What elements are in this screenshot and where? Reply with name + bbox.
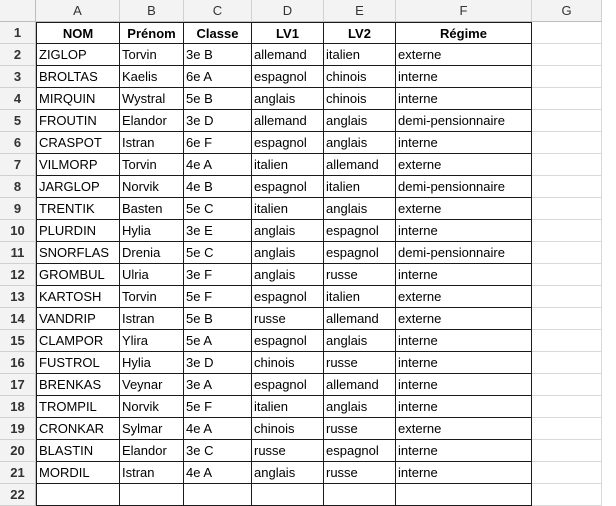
data-cell[interactable]: externe	[396, 418, 532, 440]
data-cell[interactable]: demi-pensionnaire	[396, 110, 532, 132]
column-header-g[interactable]: G	[532, 0, 602, 22]
table-row	[36, 418, 602, 440]
data-cell[interactable]: Basten	[120, 198, 184, 220]
data-cell[interactable]: Istran	[120, 308, 184, 330]
data-cell[interactable]: Wystral	[120, 88, 184, 110]
data-cell[interactable]: CRASPOT	[36, 132, 120, 154]
empty-cell[interactable]	[532, 484, 602, 506]
row-header[interactable]: 13	[0, 286, 36, 308]
row-header[interactable]: 19	[0, 418, 36, 440]
data-cell[interactable]: BLASTIN	[36, 440, 120, 462]
data-cell[interactable]: interne	[396, 220, 532, 242]
empty-cell[interactable]	[532, 374, 602, 396]
table-row	[36, 44, 602, 66]
data-cell[interactable]	[396, 484, 532, 506]
row-header[interactable]: 6	[0, 132, 36, 154]
data-cell[interactable]: allemand	[324, 308, 396, 330]
row-header[interactable]: 18	[0, 396, 36, 418]
data-cell[interactable]: Ulria	[120, 264, 184, 286]
row-header[interactable]: 7	[0, 154, 36, 176]
data-cell[interactable]: espagnol	[324, 242, 396, 264]
data-cell[interactable]: anglais	[324, 330, 396, 352]
data-cell[interactable]: Drenia	[120, 242, 184, 264]
row-header[interactable]: 9	[0, 198, 36, 220]
data-cell[interactable]: espagnol	[252, 330, 324, 352]
data-cell[interactable]: JARGLOP	[36, 176, 120, 198]
header-cell[interactable]: NOM	[36, 22, 120, 44]
data-cell[interactable]: russe	[324, 352, 396, 374]
data-cell[interactable]: Ylira	[120, 330, 184, 352]
header-cell[interactable]: Régime	[396, 22, 532, 44]
data-cell[interactable]: interne	[396, 352, 532, 374]
data-cell[interactable]: Hylia	[120, 352, 184, 374]
data-cell[interactable]: russe	[324, 418, 396, 440]
data-cell[interactable]: anglais	[252, 88, 324, 110]
header-cell[interactable]: LV1	[252, 22, 324, 44]
data-cell[interactable]: italien	[324, 44, 396, 66]
header-cell[interactable]: Prénom	[120, 22, 184, 44]
row-header[interactable]: 4	[0, 88, 36, 110]
data-cell[interactable]: 3e A	[184, 374, 252, 396]
data-cell[interactable]: 4e A	[184, 154, 252, 176]
column-header-f[interactable]: F	[396, 0, 532, 22]
data-cell[interactable]: 5e C	[184, 242, 252, 264]
empty-cell[interactable]	[532, 220, 602, 242]
data-cell[interactable]: espagnol	[252, 66, 324, 88]
data-cell[interactable]: italien	[252, 396, 324, 418]
data-cell[interactable]: 3e C	[184, 440, 252, 462]
data-cell[interactable]: CRONKAR	[36, 418, 120, 440]
data-cell[interactable]: chinois	[252, 352, 324, 374]
column-header-d[interactable]: D	[252, 0, 324, 22]
data-cell[interactable]: ZIGLOP	[36, 44, 120, 66]
empty-cell[interactable]	[532, 330, 602, 352]
data-cell[interactable]: MIRQUIN	[36, 88, 120, 110]
row-header[interactable]: 5	[0, 110, 36, 132]
column-header-e[interactable]: E	[324, 0, 396, 22]
table-row	[36, 374, 602, 396]
row-header[interactable]: 16	[0, 352, 36, 374]
data-cell[interactable]: anglais	[252, 242, 324, 264]
data-cell[interactable]: russe	[324, 264, 396, 286]
table-row	[36, 154, 602, 176]
data-cell[interactable]: 3e E	[184, 220, 252, 242]
data-cell[interactable]: 5e B	[184, 88, 252, 110]
data-cell[interactable]: CLAMPOR	[36, 330, 120, 352]
table-row	[36, 110, 602, 132]
data-cell[interactable]: Istran	[120, 132, 184, 154]
empty-cell[interactable]	[532, 286, 602, 308]
data-cell[interactable]: italien	[324, 286, 396, 308]
empty-cell[interactable]	[532, 462, 602, 484]
column-header-a[interactable]: A	[36, 0, 120, 22]
data-cell[interactable]: italien	[252, 154, 324, 176]
data-cell[interactable]: 5e A	[184, 330, 252, 352]
data-cell[interactable]: anglais	[252, 220, 324, 242]
empty-cell[interactable]	[532, 440, 602, 462]
data-cell[interactable]: espagnol	[252, 132, 324, 154]
empty-cell[interactable]	[532, 66, 602, 88]
row-headers	[0, 22, 36, 506]
empty-cell[interactable]	[532, 110, 602, 132]
data-cell[interactable]: 5e F	[184, 396, 252, 418]
table-row	[36, 396, 602, 418]
data-cell[interactable]: Istran	[120, 462, 184, 484]
data-cell[interactable]: 3e F	[184, 264, 252, 286]
row-header[interactable]: 22	[0, 484, 36, 506]
data-cell[interactable]: externe	[396, 308, 532, 330]
data-cell[interactable]: interne	[396, 440, 532, 462]
data-cell[interactable]	[324, 484, 396, 506]
data-cell[interactable]: 5e C	[184, 198, 252, 220]
empty-cell[interactable]	[532, 264, 602, 286]
data-cell[interactable]: 3e B	[184, 44, 252, 66]
data-cell[interactable]: anglais	[324, 198, 396, 220]
data-cell[interactable]: espagnol	[252, 176, 324, 198]
data-cell[interactable]: Norvik	[120, 176, 184, 198]
data-cell[interactable]: russe	[324, 462, 396, 484]
data-cell[interactable]: 4e A	[184, 418, 252, 440]
data-cell[interactable]: demi-pensionnaire	[396, 242, 532, 264]
empty-cell[interactable]	[532, 352, 602, 374]
data-cell[interactable]: KARTOSH	[36, 286, 120, 308]
row-header[interactable]: 3	[0, 66, 36, 88]
data-cell[interactable]: chinois	[324, 88, 396, 110]
data-cell[interactable]: externe	[396, 44, 532, 66]
data-cell[interactable]: interne	[396, 396, 532, 418]
data-cell[interactable]: externe	[396, 198, 532, 220]
data-cell[interactable]	[36, 484, 120, 506]
data-cell[interactable]: externe	[396, 154, 532, 176]
data-cell[interactable]: demi-pensionnaire	[396, 176, 532, 198]
data-cell[interactable]: GROMBUL	[36, 264, 120, 286]
data-cell[interactable]: 6e A	[184, 66, 252, 88]
row-header[interactable]: 21	[0, 462, 36, 484]
data-cell[interactable]: interne	[396, 374, 532, 396]
table-row	[36, 88, 602, 110]
data-cell[interactable]: russe	[252, 308, 324, 330]
table-row	[36, 176, 602, 198]
data-cell[interactable]: Elandor	[120, 110, 184, 132]
table-row	[36, 440, 602, 462]
empty-cell[interactable]	[532, 132, 602, 154]
data-cell[interactable]: 4e A	[184, 462, 252, 484]
row-header[interactable]: 2	[0, 44, 36, 66]
table-row	[36, 352, 602, 374]
data-cell[interactable]: Norvik	[120, 396, 184, 418]
data-cell[interactable]: BRENKAS	[36, 374, 120, 396]
empty-cell[interactable]	[532, 88, 602, 110]
data-cell[interactable]: FUSTROL	[36, 352, 120, 374]
empty-cell[interactable]	[532, 44, 602, 66]
data-cell[interactable]: chinois	[324, 66, 396, 88]
row-header[interactable]: 10	[0, 220, 36, 242]
cell-grid	[36, 22, 602, 506]
data-cell[interactable]: TRENTIK	[36, 198, 120, 220]
data-cell[interactable]: Elandor	[120, 440, 184, 462]
data-cell[interactable]: 3e D	[184, 352, 252, 374]
row-header[interactable]: 14	[0, 308, 36, 330]
data-cell[interactable]: espagnol	[324, 220, 396, 242]
data-cell[interactable]: Veynar	[120, 374, 184, 396]
data-cell[interactable]: interne	[396, 66, 532, 88]
row-header[interactable]: 20	[0, 440, 36, 462]
data-cell[interactable]: anglais	[252, 462, 324, 484]
data-cell[interactable]: externe	[396, 286, 532, 308]
data-cell[interactable]: interne	[396, 264, 532, 286]
column-header-c[interactable]: C	[184, 0, 252, 22]
row-header[interactable]: 17	[0, 374, 36, 396]
data-cell[interactable]: italien	[252, 198, 324, 220]
data-cell[interactable]: PLURDIN	[36, 220, 120, 242]
row-header[interactable]: 15	[0, 330, 36, 352]
header-cell[interactable]: LV2	[324, 22, 396, 44]
data-cell[interactable]: interne	[396, 330, 532, 352]
data-cell[interactable]: russe	[252, 440, 324, 462]
data-cell[interactable]: 3e D	[184, 110, 252, 132]
data-cell[interactable]: Kaelis	[120, 66, 184, 88]
table-row	[36, 242, 602, 264]
data-cell[interactable]: anglais	[252, 264, 324, 286]
data-cell[interactable]: anglais	[324, 110, 396, 132]
row-header[interactable]: 11	[0, 242, 36, 264]
data-cell[interactable]: anglais	[324, 396, 396, 418]
table-row	[36, 330, 602, 352]
data-cell[interactable]: Torvin	[120, 286, 184, 308]
table-row	[36, 198, 602, 220]
empty-cell[interactable]	[532, 22, 602, 44]
data-cell[interactable]: allemand	[324, 154, 396, 176]
data-cell[interactable]: Hylia	[120, 220, 184, 242]
data-cell[interactable]: espagnol	[252, 374, 324, 396]
data-cell[interactable]: allemand	[324, 374, 396, 396]
empty-cell[interactable]	[532, 308, 602, 330]
empty-cell[interactable]	[532, 198, 602, 220]
data-cell[interactable]: FROUTIN	[36, 110, 120, 132]
data-cell[interactable]: allemand	[252, 110, 324, 132]
data-cell[interactable]: VANDRIP	[36, 308, 120, 330]
empty-cell[interactable]	[532, 242, 602, 264]
data-cell[interactable]: anglais	[324, 132, 396, 154]
data-cell[interactable]: chinois	[252, 418, 324, 440]
row-header[interactable]: 1	[0, 22, 36, 44]
header-cell[interactable]: Classe	[184, 22, 252, 44]
data-cell[interactable]: interne	[396, 88, 532, 110]
data-cell[interactable]: 6e F	[184, 132, 252, 154]
data-cell[interactable]: interne	[396, 462, 532, 484]
data-cell[interactable]	[184, 484, 252, 506]
table-row	[36, 220, 602, 242]
table-row	[36, 66, 602, 88]
table-row	[36, 132, 602, 154]
data-cell[interactable]: Torvin	[120, 154, 184, 176]
data-cell[interactable]: allemand	[252, 44, 324, 66]
data-cell[interactable]: SNORFLAS	[36, 242, 120, 264]
header-row	[36, 22, 602, 44]
data-cell[interactable]: 4e B	[184, 176, 252, 198]
data-cell[interactable]: espagnol	[252, 286, 324, 308]
data-cell[interactable]: interne	[396, 132, 532, 154]
data-cell[interactable]: 5e F	[184, 286, 252, 308]
table-row	[36, 308, 602, 330]
row-header[interactable]: 8	[0, 176, 36, 198]
column-header-b[interactable]: B	[120, 0, 184, 22]
data-cell[interactable]: BROLTAS	[36, 66, 120, 88]
data-cell[interactable]: 5e B	[184, 308, 252, 330]
data-cell[interactable]	[120, 484, 184, 506]
column-headers	[36, 0, 602, 22]
data-cell[interactable]: MORDIL	[36, 462, 120, 484]
table-row	[36, 286, 602, 308]
data-cell[interactable]: Sylmar	[120, 418, 184, 440]
table-row	[36, 264, 602, 286]
data-cell[interactable]: Torvin	[120, 44, 184, 66]
table-row	[36, 484, 602, 506]
table-row	[36, 462, 602, 484]
data-cell[interactable]: VILMORP	[36, 154, 120, 176]
data-cell[interactable]	[252, 484, 324, 506]
empty-cell[interactable]	[532, 396, 602, 418]
empty-cell[interactable]	[532, 418, 602, 440]
data-cell[interactable]: italien	[324, 176, 396, 198]
data-cell[interactable]: espagnol	[324, 440, 396, 462]
empty-cell[interactable]	[532, 154, 602, 176]
row-header[interactable]: 12	[0, 264, 36, 286]
data-cell[interactable]: TROMPIL	[36, 396, 120, 418]
select-all-corner[interactable]	[0, 0, 36, 22]
empty-cell[interactable]	[532, 176, 602, 198]
